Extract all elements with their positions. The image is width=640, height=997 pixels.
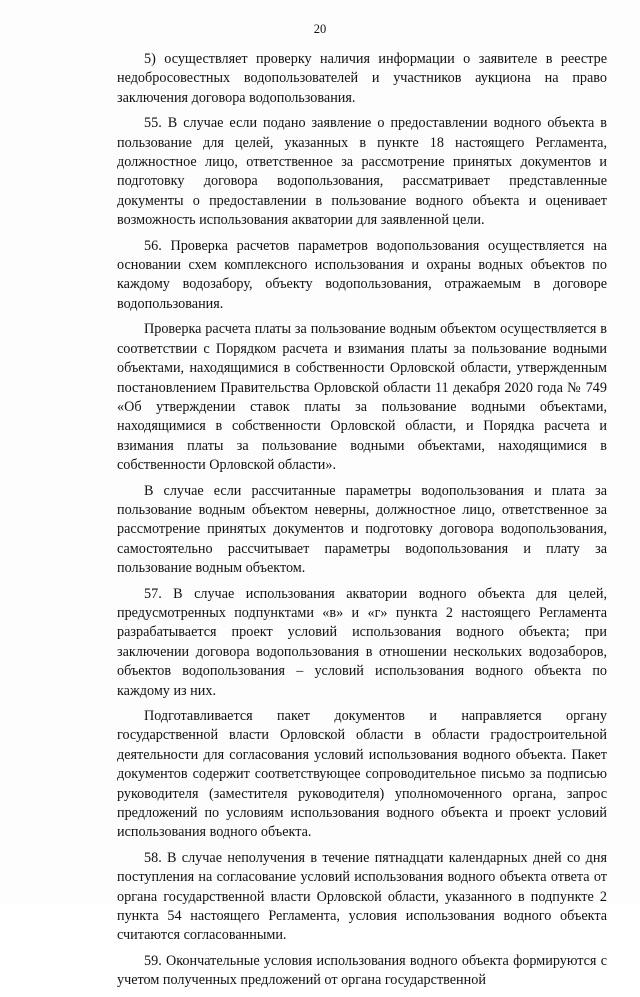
page-number: 20 bbox=[313, 22, 327, 36]
paragraph-57: 57. В случае использования акватории водного объекта для целей, предусмотренных подпунктами «в» и «г» пункта 2 настоящего Регламента разрабатывается проект условий использования водного объекта; при заключении договора водопользования в отношении нескольких водозаборов, объектов водопользования – условий использования водного объекта по каждому из них. bbox=[117, 585, 607, 699]
document-body bbox=[117, 50, 607, 997]
paragraph-56: 56. Проверка расчетов параметров водопользования осуществляется на основании схем комплексного использования и охраны водных объектов по каждому водозабору, объекту водопользования, отражаемым в договоре водопользования. bbox=[117, 237, 607, 312]
paragraph-59: 59. Окончательные условия использования водного объекта формируются с учетом полученных предложений от органа государственной bbox=[117, 952, 607, 989]
paragraph-document-package: Подготавливается пакет документов и направляется органу государственной власти Орловской области в области градостроительной деятельности для согласования условий использования водного объекта. Пакет документов содержит соответствующее сопроводительное письмо за подписью руководителя (заместителя руководителя) уполномоченного органа, запрос предложений по условиям использования водного объекта и проект условий использования водного объекта. bbox=[117, 708, 607, 841]
paragraph-recalculation: В случае если рассчитанные параметры водопользования и плата за пользование водным объектом неверны, должностное лицо, ответственное за рассмотрение принятых документов и подготовку договора водопользования, самостоятельно рассчитывает параметры водопользования и плату за пользование водным объектом. bbox=[117, 482, 607, 577]
paragraph-58: 58. В случае неполучения в течение пятнадцати календарных дней со дня поступления на согласование условий использования водного объекта ответа от органа государственной власти Орловской области, указанного в подпункте 2 пункта 54 настоящего Регламента, условия использования водного объекта считаются согласованными. bbox=[117, 849, 607, 944]
paragraph-fee-check: Проверка расчета платы за пользование водным объектом осуществляется в соответствии с Порядком расчета и взимания платы за пользование водными объектами, находящимися в собственности Орловской области, утвержденным постановлением Правительства Орловской области 11 декабря 2020 года № 749 «Об утверждении ставок платы за пользование водными объектами, находящимися в собственности Орловской области, и Порядка расчета и взимания платы за пользование водными объектами, находящимися в собственности Орловской области». bbox=[117, 321, 607, 474]
paragraph-55: 55. В случае если подано заявление о предоставлении водного объекта в пользование для целей, указанных в пункте 18 настоящего Регламента, должностное лицо, ответственное за рассмотрение принятых документов и подготовку договора водопользования, рассматривает представленные документы о предоставлении в пользование водного объекта и оценивает возможность использования акватории для заявленной цели. bbox=[117, 115, 607, 229]
paragraph-item-5: 5) осуществляет проверку наличия информации о заявителе в реестре недобросовестных водопользователей и участников аукциона на право заключения договора водопользования. bbox=[117, 51, 607, 106]
